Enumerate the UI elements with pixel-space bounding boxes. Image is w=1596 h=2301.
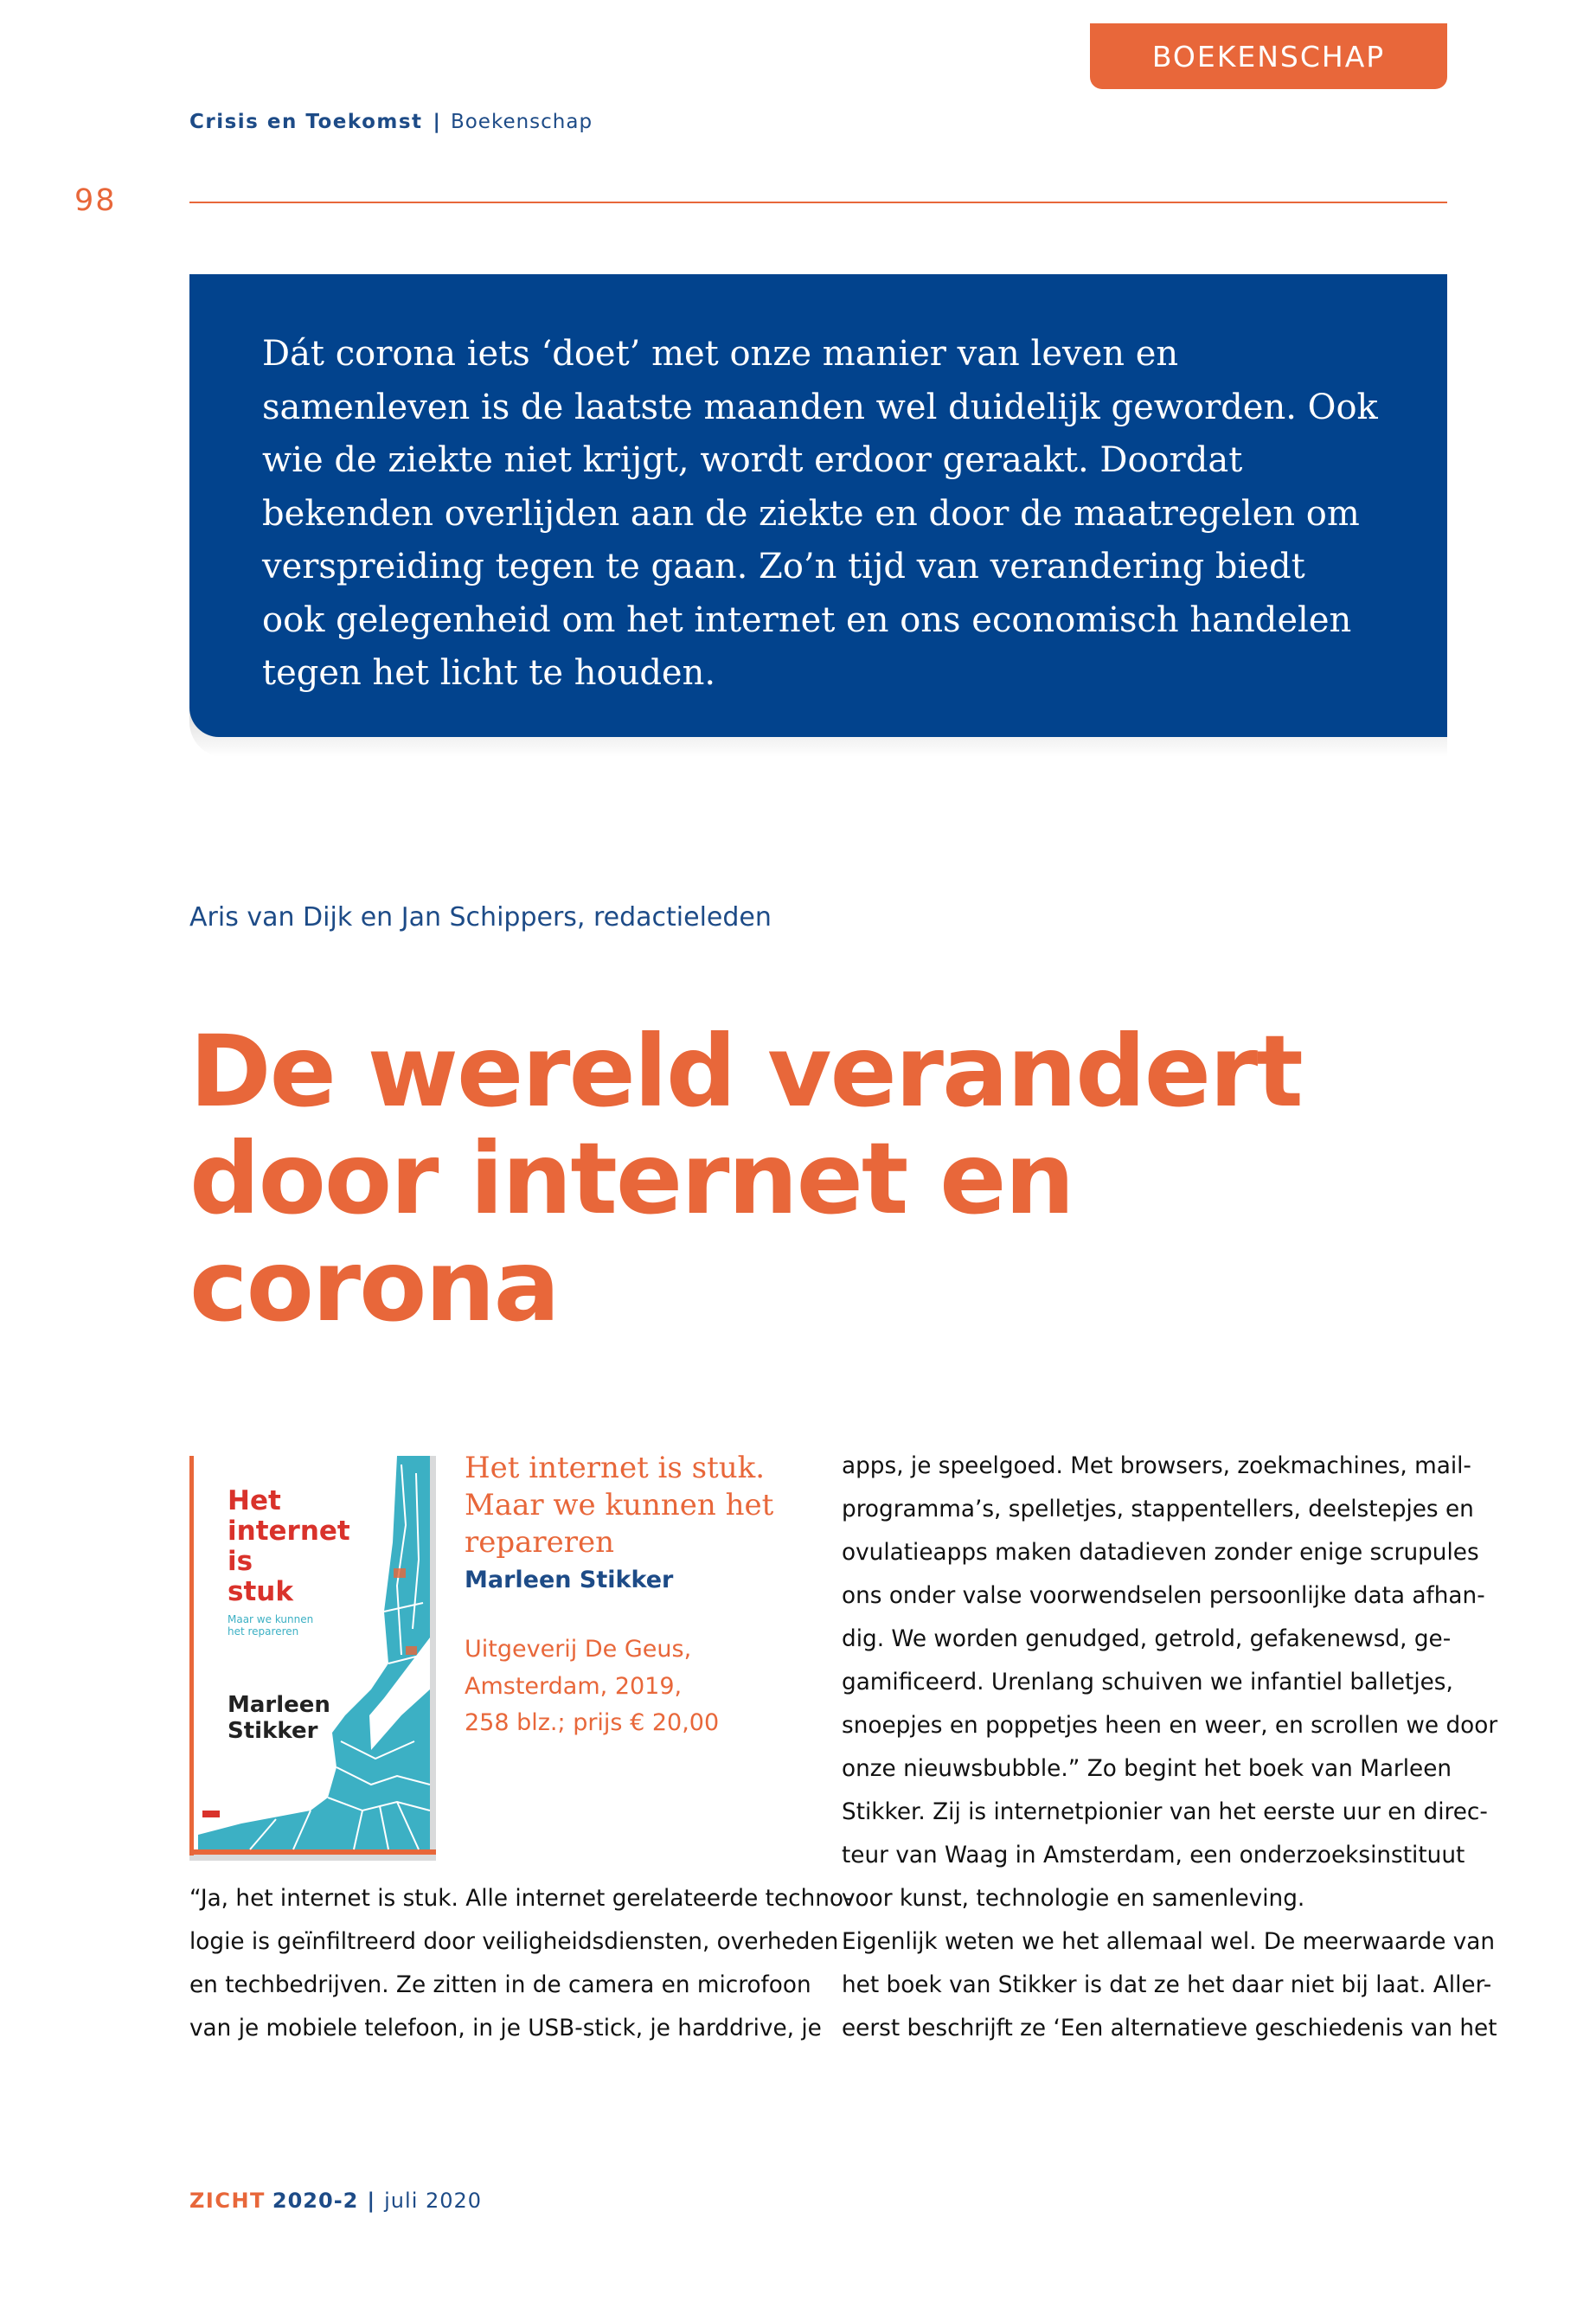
publication-line: 258 blz.; prijs € 20,00 bbox=[465, 1709, 720, 1736]
body-line: van je mobiele telefoon, in je USB-stick, je harddrive, je bbox=[189, 2016, 822, 2041]
byline: Aris van Dijk en Jan Schippers, redactieleden bbox=[189, 902, 772, 933]
article-headline: De wereld verandert door internet en corona bbox=[189, 1014, 1302, 1343]
book-title-line: Het internet is stuk. bbox=[465, 1451, 766, 1485]
header-rule bbox=[189, 202, 1447, 203]
body-line: “Ja, het internet is stuk. Alle internet gerelateerde techno- bbox=[189, 1886, 852, 1912]
body-line: snoepjes en poppetjes heen en weer, en scrollen we door bbox=[842, 1713, 1498, 1739]
running-header bbox=[189, 111, 593, 133]
book-publication-info bbox=[465, 1631, 811, 1742]
cover-author-line: Marleen bbox=[228, 1692, 330, 1718]
body-line: gamificeerd. Urenlang schuiven we infantiel balletjes, bbox=[842, 1670, 1453, 1695]
body-column-right bbox=[842, 1445, 1498, 2050]
page-number: 98 bbox=[74, 183, 117, 218]
body-line: Stikker. Zij is internetpionier van het eerste uur en direc- bbox=[842, 1799, 1488, 1825]
cover-author-line: Stikker bbox=[228, 1718, 318, 1744]
publication-line: Uitgeverij De Geus, bbox=[465, 1636, 692, 1663]
magazine-name: ZICHT bbox=[189, 2189, 266, 2213]
cover-title-line: internet bbox=[228, 1516, 350, 1547]
body-line: onze nieuwsbubble.” Zo begint het boek van Marleen bbox=[842, 1756, 1452, 1782]
publication-line: Amsterdam, 2019, bbox=[465, 1672, 683, 1700]
footer-separator: | bbox=[367, 2189, 376, 2213]
body-line: programma’s, spelletjes, stappentellers, deelstepjes en bbox=[842, 1497, 1474, 1522]
body-line: logie is geïnfiltreerd door veiligheidsdiensten, overheden bbox=[189, 1929, 839, 1955]
section-name: Boekenschap bbox=[450, 111, 593, 133]
page-footer bbox=[189, 2189, 482, 2213]
body-line: het boek van Stikker is dat ze het daar niet bij laat. Aller- bbox=[842, 1972, 1492, 1998]
cover-bottom-edge bbox=[189, 1849, 436, 1855]
body-column-left bbox=[189, 1877, 852, 2050]
body-line: ovulatieapps maken datadieven zonder enige scrupules bbox=[842, 1540, 1479, 1566]
issue-number: 2020-2 bbox=[272, 2189, 359, 2213]
book-cover bbox=[189, 1456, 436, 1861]
body-line: apps, je speelgoed. Met browsers, zoekmachines, mail- bbox=[842, 1453, 1471, 1479]
cover-title-line: is bbox=[228, 1546, 253, 1577]
body-line: Eigenlijk weten we het allemaal wel. De meerwaarde van bbox=[842, 1929, 1496, 1955]
intro-box bbox=[189, 274, 1447, 737]
cover-subtitle-line: Maar we kunnen bbox=[228, 1613, 314, 1625]
series-title: Crisis en Toekomst bbox=[189, 111, 423, 133]
cover-spine bbox=[189, 1456, 194, 1856]
book-details bbox=[465, 1450, 811, 1742]
issue-date: juli 2020 bbox=[384, 2189, 483, 2213]
body-line: en techbedrijven. Ze zitten in de camera en microfoon bbox=[189, 1972, 811, 1998]
cover-title-line: stuk bbox=[228, 1576, 293, 1607]
book-author: Marleen Stikker bbox=[465, 1567, 674, 1593]
header-separator: | bbox=[433, 111, 440, 133]
body-line: teur van Waag in Amsterdam, een onderzoeksinstituut bbox=[842, 1843, 1465, 1868]
intro-text: Dát corona iets ‘doet’ met onze manier van leven en samenleven is de laatste maanden wel duidelijk geworden. Ook wie de ziekte niet krijgt, wordt erdoor geraakt. Doordat bekenden overlijden aan de ziekte en door de maatregelen om verspreiding tegen te gaan. Zo’n tijd van verandering biedt ook gelegenheid om het internet en ons economisch handelen tegen het licht te houden. bbox=[262, 334, 1378, 693]
body-line: ons onder valse voorwendselen persoonlijke data afhan- bbox=[842, 1583, 1485, 1609]
book-title bbox=[465, 1450, 811, 1561]
body-line: voor kunst, technologie en samenleving. bbox=[842, 1886, 1305, 1912]
cover-subtitle-line: het repareren bbox=[228, 1625, 299, 1638]
body-line: eerst beschrijft ze ‘Een alternatieve geschiedenis van het bbox=[842, 2016, 1497, 2041]
section-tab: BOEKENSCHAP bbox=[1090, 23, 1447, 89]
book-title-line: Maar we kunnen het bbox=[465, 1488, 774, 1522]
cover-title-line: Het bbox=[228, 1485, 281, 1516]
book-title-line: repareren bbox=[465, 1525, 615, 1560]
body-line: dig. We worden genudged, getrold, gefakenewsd, ge- bbox=[842, 1626, 1452, 1652]
